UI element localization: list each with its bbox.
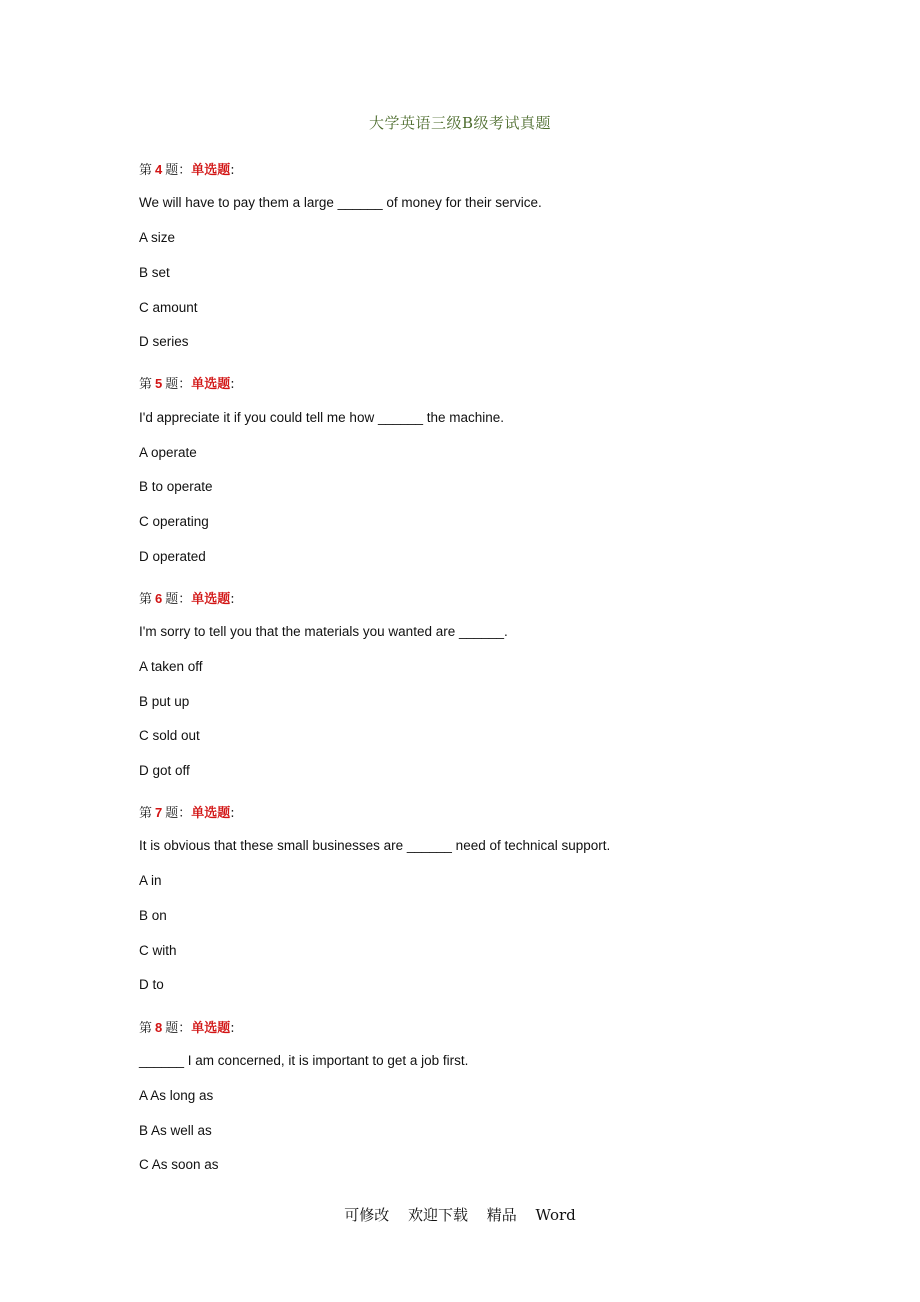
option-b: B on — [139, 908, 167, 923]
option-a: A As long as — [139, 1088, 214, 1103]
question-colon: : — [230, 377, 235, 392]
question-colon: : — [230, 1021, 235, 1036]
option-d: D series — [139, 334, 189, 349]
question-stem: We will have to pay them a large ______ of money for their service. — [139, 195, 542, 210]
question-stem: It is obvious that these small businesses are ______ need of technical support. — [139, 838, 611, 853]
question-colon: : — [230, 592, 235, 607]
question-number: 6 — [155, 591, 163, 606]
question-stem: I'm sorry to tell you that the materials you wanted are ______. — [139, 624, 508, 639]
option-d: D got off — [139, 763, 190, 778]
option-a: A operate — [139, 445, 197, 460]
question-header — [139, 802, 235, 821]
question-number: 4 — [155, 162, 163, 177]
option-b: B set — [139, 265, 170, 280]
question-suffix: 题： — [165, 806, 192, 821]
option-c: C As soon as — [139, 1157, 219, 1172]
question-suffix: 题： — [165, 592, 192, 607]
question-header — [139, 588, 235, 607]
question-colon: : — [230, 163, 235, 178]
option-b: B As well as — [139, 1123, 212, 1138]
option-a: A in — [139, 873, 162, 888]
question-suffix: 题： — [165, 377, 192, 392]
question-prefix: 第 — [139, 377, 153, 392]
question-type: 单选题 — [191, 806, 231, 821]
question-colon: : — [230, 806, 235, 821]
question-number: 8 — [155, 1020, 163, 1035]
option-b: B to operate — [139, 479, 213, 494]
option-a: A taken off — [139, 659, 203, 674]
option-b: B put up — [139, 694, 190, 709]
option-d: D to — [139, 977, 164, 992]
option-c: C operating — [139, 514, 209, 529]
page-footer: 可修改 欢迎下载 精品 Word — [344, 1206, 576, 1224]
question-number: 5 — [155, 376, 163, 391]
question-prefix: 第 — [139, 1021, 153, 1036]
document-title: 大学英语三级B级考试真题 — [368, 114, 552, 132]
question-header — [139, 1017, 235, 1036]
question-type: 单选题 — [191, 592, 231, 607]
question-stem: ______ I am concerned, it is important to get a job first. — [139, 1053, 469, 1068]
question-prefix: 第 — [139, 592, 153, 607]
question-type: 单选题 — [191, 1021, 231, 1036]
question-suffix: 题： — [165, 163, 192, 178]
option-c: C amount — [139, 300, 198, 315]
question-type: 单选题 — [191, 377, 231, 392]
question-prefix: 第 — [139, 163, 153, 178]
question-suffix: 题： — [165, 1021, 192, 1036]
option-a: A size — [139, 230, 176, 245]
option-c: C sold out — [139, 728, 200, 743]
option-c: C with — [139, 943, 177, 958]
question-header — [139, 373, 235, 392]
question-header — [139, 159, 235, 178]
question-stem: I'd appreciate it if you could tell me how ______ the machine. — [139, 410, 505, 425]
question-prefix: 第 — [139, 806, 153, 821]
option-d: D operated — [139, 549, 206, 564]
question-type: 单选题 — [191, 163, 231, 178]
question-number: 7 — [155, 805, 163, 820]
